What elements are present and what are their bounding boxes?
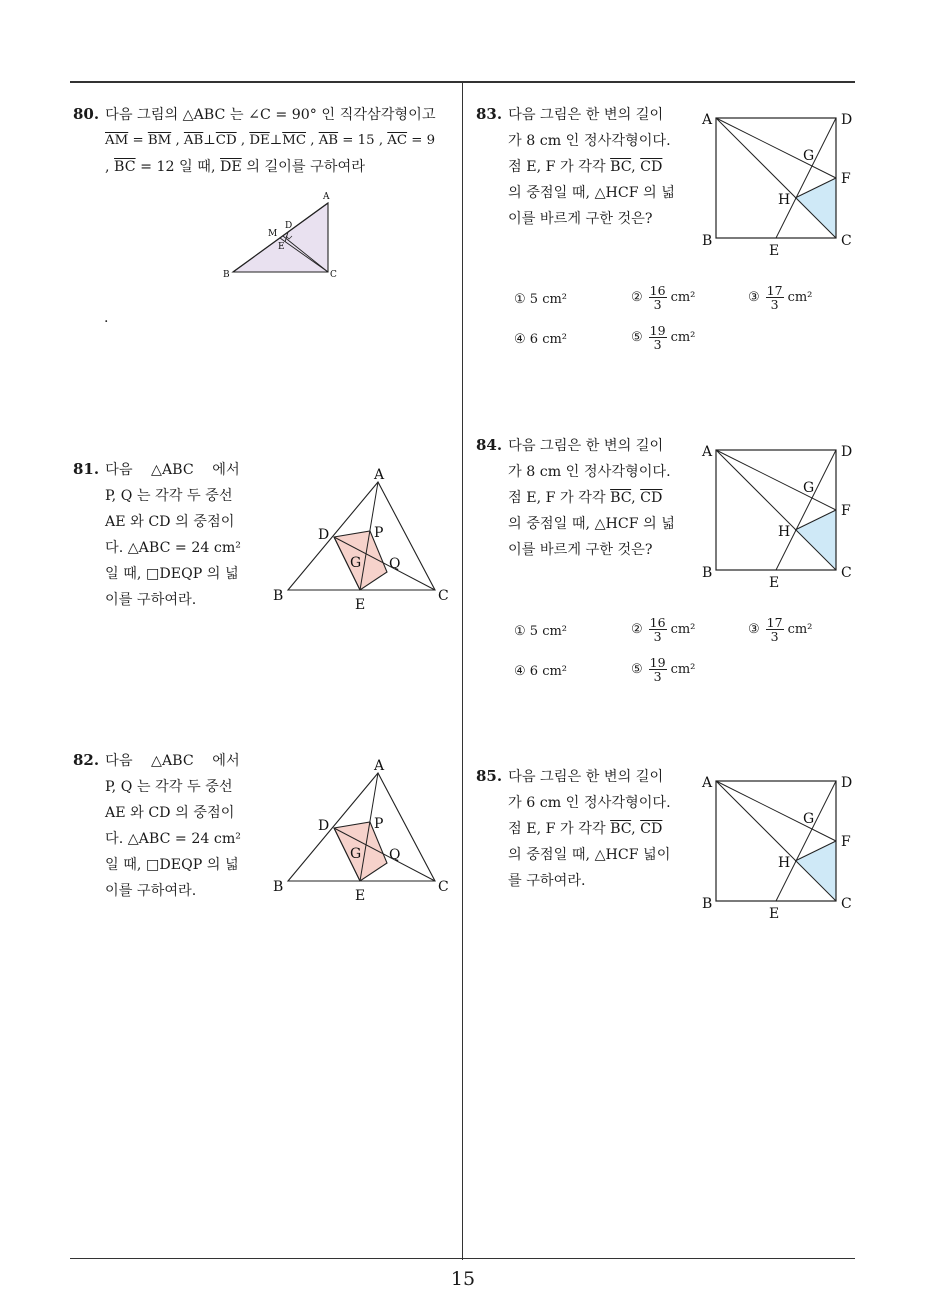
- problem-text-line: 다음 그림의 △ABC 는 ∠C = 90° 인 직각삼각형이고: [105, 107, 436, 123]
- label-G: G: [803, 480, 815, 496]
- label-B: B: [702, 896, 713, 912]
- label-C: C: [841, 565, 852, 581]
- choice-4[interactable]: ④ 6 cm²: [514, 664, 568, 679]
- problem-text-line: 다음 그림은 한 변의 길이: [508, 107, 664, 123]
- problem-text-line: P, Q 는 각각 두 중선: [105, 488, 233, 504]
- problem-text-line: 점 E, F 가 각각 $\overline{BC}$, $\overline{CD}$: [508, 821, 663, 837]
- label-F: F: [841, 834, 851, 850]
- choice-1[interactable]: ① 5 cm²: [514, 624, 568, 639]
- problem-text-line: 이를 바르게 구한 것은?: [508, 542, 653, 558]
- label-D: D: [841, 444, 853, 460]
- choice-5[interactable]: ⑤ $\frac{19}{3}$ cm²: [631, 655, 696, 684]
- label-C: C: [438, 588, 449, 604]
- problem-text-line: AE 와 CD 의 중점이: [105, 805, 235, 821]
- label-D: D: [841, 775, 853, 791]
- problem-text-line: 가 6 cm 인 정사각형이다.: [508, 795, 671, 811]
- problem-text-line: 가 8 cm 인 정사각형이다.: [508, 133, 671, 149]
- problem-number: 84.: [476, 436, 503, 454]
- problem-text-line: 다음 그림은 한 변의 길이: [508, 769, 664, 785]
- problem-number: 82.: [73, 751, 100, 769]
- label-A: A: [323, 192, 330, 202]
- label-H: H: [778, 855, 791, 871]
- trailing-dot: .: [104, 310, 109, 326]
- problem-text-line: 이를 구하여라.: [105, 592, 197, 608]
- label-H: H: [778, 192, 791, 208]
- label-B: B: [702, 233, 713, 249]
- choice-4[interactable]: ④ 6 cm²: [514, 332, 568, 347]
- problem-text-line: P, Q 는 각각 두 중선: [105, 779, 233, 795]
- label-F: F: [841, 171, 851, 187]
- label-E: E: [355, 597, 366, 613]
- problem-text-line: 다음 △ABC 에서: [105, 462, 240, 478]
- label-B: B: [223, 270, 230, 280]
- label-Q: Q: [389, 556, 401, 572]
- choice-3[interactable]: ③ $\frac{17}{3}$ cm²: [748, 283, 813, 312]
- label-B: B: [273, 588, 284, 604]
- label-B: B: [702, 565, 713, 581]
- problem-text-line: 다. △ABC = 24 cm²: [105, 831, 241, 847]
- label-P: P: [374, 816, 384, 832]
- label-D: D: [318, 527, 330, 543]
- label-A: A: [702, 444, 713, 460]
- problem-text-line: 다. △ABC = 24 cm²: [105, 540, 241, 556]
- label-G: G: [803, 148, 815, 164]
- choice-5[interactable]: ⑤ $\frac{19}{3}$ cm²: [631, 323, 696, 352]
- problem-number: 83.: [476, 105, 503, 123]
- label-D: D: [318, 818, 330, 834]
- problem-text-line: 일 때, □DEQP 의 넓: [105, 857, 239, 873]
- label-A: A: [702, 112, 713, 128]
- problem-text-line: 의 중점일 때, △HCF 의 넓: [508, 516, 675, 532]
- problem-text-line: 를 구하여라.: [508, 873, 586, 889]
- problem-text-line: 일 때, □DEQP 의 넓: [105, 566, 239, 582]
- label-M: M: [268, 229, 278, 239]
- problem-number: 80.: [73, 105, 100, 123]
- problem-text-line: 이를 바르게 구한 것은?: [508, 211, 653, 227]
- problem-text-line: 점 E, F 가 각각 $\overline{BC}$, $\overline{CD}$: [508, 490, 663, 506]
- label-D: D: [285, 221, 293, 231]
- label-A: A: [374, 467, 385, 483]
- label-Q: Q: [389, 847, 401, 863]
- choice-2[interactable]: ② $\frac{16}{3}$ cm²: [631, 283, 696, 312]
- label-E: E: [769, 575, 780, 591]
- label-G: G: [803, 811, 815, 827]
- problem-text-line: $\overline{AM} = \overline{BM}$ , $\overline{AB}\perp\overline{CD}$ , $\overline{DE}\perp\overline{MC}$ , $\overline{AB} = 15$ , $\overline{AC} = 9$: [105, 133, 436, 148]
- choice-1[interactable]: ① 5 cm²: [514, 292, 568, 307]
- problem-text-line: 점 E, F 가 각각 $\overline{BC}$, $\overline{CD}$: [508, 159, 663, 175]
- label-C: C: [438, 879, 449, 895]
- problem-text-line: , $\overline{BC} = 12$ 일 때, $\overline{DE}$ 의 길이를 구하여라: [105, 159, 365, 175]
- page-number: 15: [450, 1268, 476, 1290]
- label-P: P: [374, 525, 384, 541]
- problem-text-line: 의 중점일 때, △HCF 의 넓: [508, 185, 675, 201]
- label-E: E: [355, 888, 366, 904]
- problem-text-line: 이를 구하여라.: [105, 883, 197, 899]
- problem-text-line: AE 와 CD 의 중점이: [105, 514, 235, 530]
- problem-text-line: 다음 그림은 한 변의 길이: [508, 438, 664, 454]
- problem-text-line: 다음 △ABC 에서: [105, 753, 240, 769]
- label-C: C: [330, 270, 337, 280]
- problem-number: 85.: [476, 767, 503, 785]
- label-G: G: [350, 555, 362, 571]
- label-D: D: [841, 112, 853, 128]
- label-F: F: [841, 503, 851, 519]
- label-G: G: [350, 846, 362, 862]
- label-A: A: [702, 775, 713, 791]
- choice-2[interactable]: ② $\frac{16}{3}$ cm²: [631, 615, 696, 644]
- choice-3[interactable]: ③ $\frac{17}{3}$ cm²: [748, 615, 813, 644]
- problem-number: 81.: [73, 460, 100, 478]
- label-H: H: [778, 524, 791, 540]
- label-C: C: [841, 233, 852, 249]
- label-A: A: [374, 758, 385, 774]
- label-E: E: [278, 242, 285, 252]
- label-C: C: [841, 896, 852, 912]
- label-E: E: [769, 906, 780, 922]
- label-B: B: [273, 879, 284, 895]
- label-E: E: [769, 243, 780, 259]
- problem-text-line: 의 중점일 때, △HCF 넓이: [508, 847, 671, 863]
- problem-text-line: 가 8 cm 인 정사각형이다.: [508, 464, 671, 480]
